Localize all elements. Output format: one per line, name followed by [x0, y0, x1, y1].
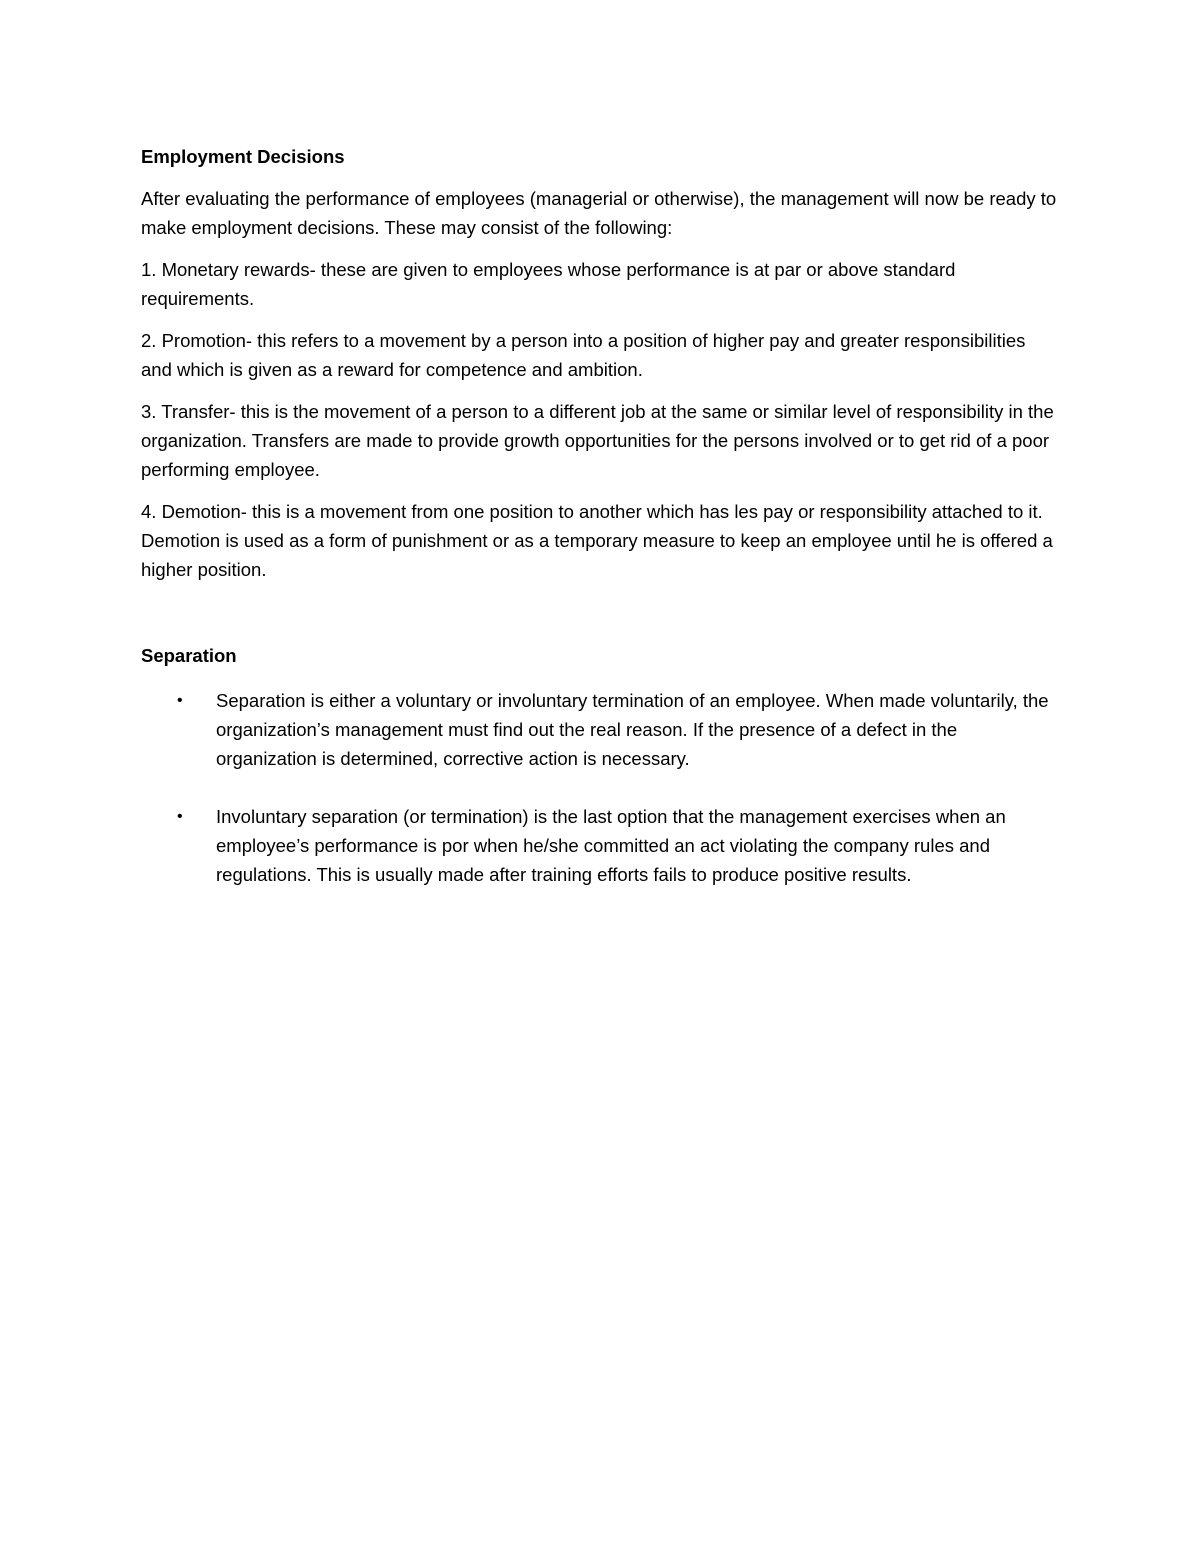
section-spacer	[141, 597, 1061, 641]
document-body	[141, 142, 1061, 918]
bullet-icon: •	[177, 692, 183, 709]
list-item	[141, 802, 1061, 889]
bullet-text: Involuntary separation (or termination) is the last option that the management exercises when an employee’s performance is por when he/she committed an act violating the company rules and regulations. This is usually made after training efforts fails to produce positive results.	[216, 806, 1006, 885]
bullet-icon: •	[177, 808, 183, 825]
section-heading-separation: Separation	[141, 645, 237, 666]
list-item	[141, 686, 1061, 773]
separation-bullet-list	[141, 686, 1061, 889]
bullet-text: Separation is either a voluntary or involuntary termination of an employee. When made voluntarily, the organization’s management must find out the real reason. If the presence of a defect in the organization is determined, corrective action is necessary.	[216, 690, 1049, 769]
numbered-item-monetary-rewards: 1. Monetary rewards- these are given to employees whose performance is at par or above standard requirements.	[141, 259, 956, 309]
section-heading-employment-decisions: Employment Decisions	[141, 146, 345, 167]
numbered-item-promotion: 2. Promotion- this refers to a movement by a person into a position of higher pay and greater responsibilities and which is given as a reward for competence and ambition.	[141, 330, 1026, 380]
numbered-item-transfer: 3. Transfer- this is the movement of a person to a different job at the same or similar level of responsibility in the organization. Transfers are made to provide growth opportunities for the persons involved or to get rid of a poor performing employee.	[141, 401, 1054, 480]
numbered-item-demotion: 4. Demotion- this is a movement from one position to another which has les pay or responsibility attached to it. Demotion is used as a form of punishment or as a temporary measure to keep an employee until he is offered a higher position.	[141, 501, 1053, 580]
intro-paragraph: After evaluating the performance of employees (managerial or otherwise), the management will now be ready to make employment decisions. These may consist of the following:	[141, 188, 1057, 238]
